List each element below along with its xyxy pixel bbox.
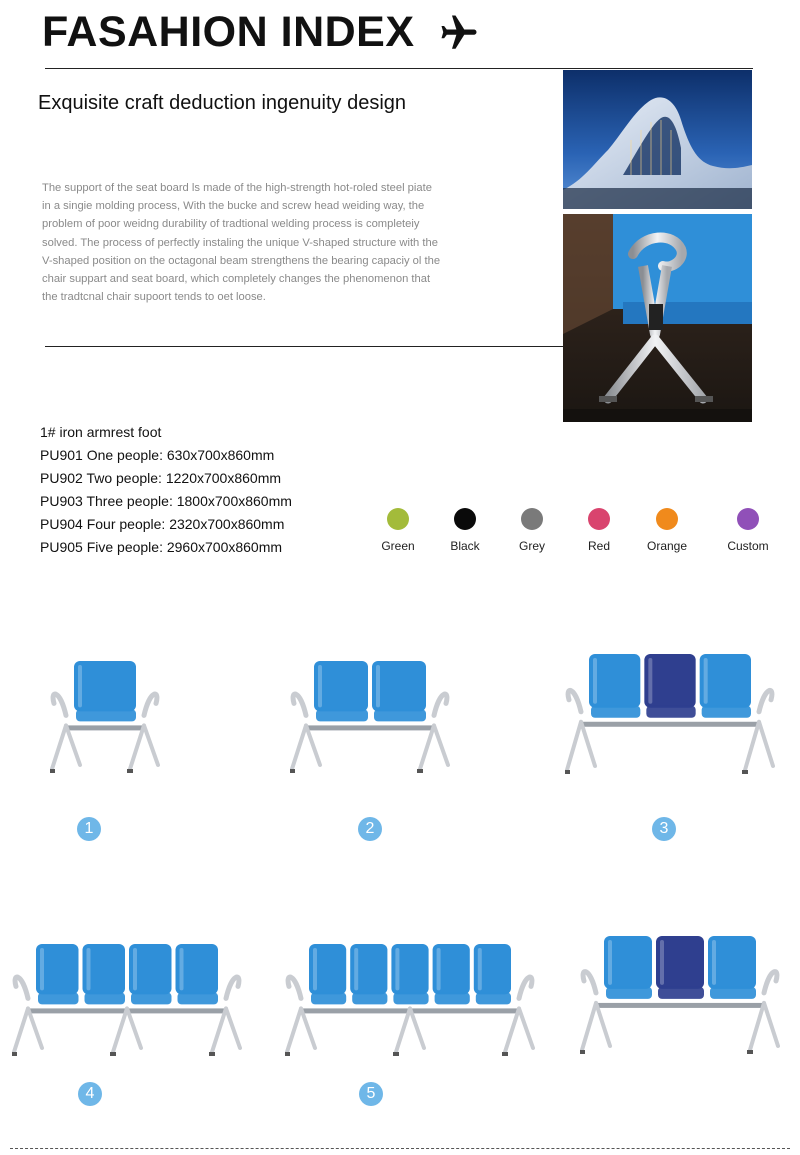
chair-foot: [393, 1052, 399, 1056]
chair-leg: [14, 1008, 42, 1052]
architecture-photo: [563, 70, 752, 209]
product-number-badge: 1: [77, 817, 101, 841]
chair-seat: [374, 709, 426, 721]
middle-divider: [45, 346, 563, 347]
chair-foot: [12, 1052, 17, 1056]
chair-foot: [50, 769, 55, 773]
chair-leg: [750, 1003, 778, 1050]
color-swatch-custom: [714, 508, 782, 555]
color-label: Green: [381, 539, 415, 553]
chair-armrest: [434, 694, 447, 715]
chair-leg: [52, 725, 80, 769]
chair-armrest: [53, 694, 66, 715]
spec-item-pu901: PU901 One people: 630x700x860mm: [40, 447, 275, 463]
chair-highlight: [180, 948, 184, 990]
chair-highlight: [704, 658, 708, 704]
product-chair-6: [580, 930, 780, 1056]
chair-armrest: [519, 977, 532, 998]
spec-list: [40, 421, 292, 559]
chair-seat: [316, 709, 368, 721]
chair-backrest: [314, 661, 368, 711]
color-dot: [656, 508, 678, 530]
chair-seat: [646, 706, 695, 718]
product-number-badge: 4: [78, 1082, 102, 1106]
color-swatch-orange: [633, 508, 701, 555]
chair-highlight: [593, 658, 597, 704]
chair-highlight: [648, 658, 652, 704]
chair-seat: [591, 706, 640, 718]
description-text: The support of the seat board ls made of the high-strength hot-roled steel piate in a singie molding process, With the bucke and screw head weiding way, the problem of poor weidng durability of tradtional welding process is completeiy solved. The process of perfectly instaling the unique V-shaped structure with the V-shaped position on the octagonal beam strengthens the bearing capaciy ol the chair suppart and seat board, which completely changes the phenomenon that the tradtcnal chair supoort tends to oet loose.: [42, 182, 441, 304]
color-dot: [521, 508, 543, 530]
product-number-badge: 3: [652, 817, 676, 841]
chair-foot: [747, 1050, 753, 1054]
color-dot: [387, 508, 409, 530]
spec-item-pu905: PU905 Five people: 2960x700x860mm: [40, 539, 283, 555]
chair-seat: [352, 992, 387, 1004]
chair-foot: [742, 770, 748, 774]
product-chair-3: [565, 648, 775, 776]
spec-item-pu902: PU902 Two people: 1220x700x860mm: [40, 470, 282, 486]
chair-leg: [292, 725, 320, 769]
chair-foot: [285, 1052, 290, 1056]
chair-armrest: [226, 977, 239, 998]
chair-armrest: [764, 972, 777, 993]
section-subtitle: Exquisite craft deduction ingenuity design: [38, 92, 407, 114]
color-label: Grey: [518, 539, 545, 553]
chair-highlight: [376, 665, 380, 707]
chair-seat: [178, 992, 219, 1004]
chair-leg: [745, 722, 773, 770]
chair-leg: [420, 725, 448, 769]
chair-seat: [393, 992, 428, 1004]
chair-leg: [505, 1008, 533, 1052]
chair-seat: [702, 706, 751, 718]
chair-highlight: [660, 940, 664, 985]
chair-foot: [110, 1052, 116, 1056]
chair-leg: [287, 1008, 315, 1052]
airplane-icon: [438, 12, 480, 54]
chair-leg: [396, 1008, 424, 1052]
chair-backrest: [74, 661, 136, 711]
chair-leg: [582, 1003, 610, 1050]
page-title: FASAHION INDEX: [42, 8, 415, 56]
color-label: Red: [587, 539, 610, 553]
spec-item-pu904: PU904 Four people: 2320x700x860mm: [40, 516, 285, 532]
chair-highlight: [437, 948, 441, 990]
chair-foot: [290, 769, 295, 773]
chair-highlight: [608, 940, 612, 985]
chair-foot: [565, 770, 570, 774]
color-label: Orange: [646, 539, 688, 553]
color-label: Custom: [727, 539, 769, 553]
chair-highlight: [318, 665, 322, 707]
chair-highlight: [354, 948, 358, 990]
chair-leg: [567, 722, 595, 770]
chair-armrest: [288, 977, 301, 998]
chair-foot: [580, 1050, 585, 1054]
chair-beam: [598, 1003, 762, 1008]
chair-seat: [606, 987, 652, 999]
chair-seat: [476, 992, 511, 1004]
color-swatch-grey: [498, 508, 566, 555]
chair-armrest: [144, 694, 157, 715]
chair-leg: [130, 725, 158, 769]
chair-highlight: [478, 948, 482, 990]
chair-armrest: [293, 694, 306, 715]
product-chair-4: [12, 938, 242, 1058]
chair-foot: [417, 769, 423, 773]
spec-item-heading: 1# iron armrest foot: [40, 424, 162, 440]
color-dot: [737, 508, 759, 530]
bottom-dashed-divider: [10, 1148, 790, 1149]
color-dot: [454, 508, 476, 530]
chair-seat: [658, 987, 704, 999]
armrest-frame-photo: [563, 214, 752, 422]
chair-beam: [583, 722, 757, 727]
chair-seat: [131, 992, 172, 1004]
color-swatch-black: [431, 508, 499, 555]
chair-seat: [710, 987, 756, 999]
top-divider: [45, 68, 753, 69]
chair-backrest: [372, 661, 426, 711]
chair-armrest: [583, 972, 596, 993]
chair-highlight: [313, 948, 317, 990]
color-label: Black: [450, 539, 480, 553]
chair-beam: [68, 725, 142, 730]
color-swatch-green: [364, 508, 432, 555]
color-swatches: [360, 508, 780, 558]
product-chair-5: [285, 938, 535, 1058]
product-number-badge: 2: [358, 817, 382, 841]
product-number-badge: 5: [359, 1082, 383, 1106]
chair-leg: [113, 1008, 141, 1052]
chair-highlight: [133, 948, 137, 990]
chair-highlight: [395, 948, 399, 990]
chair-seat: [76, 709, 136, 721]
chair-highlight: [712, 940, 716, 985]
chair-foot: [502, 1052, 508, 1056]
chair-seat: [85, 992, 126, 1004]
chair-seat: [311, 992, 346, 1004]
product-chair-1: [50, 655, 160, 775]
chair-seat: [38, 992, 79, 1004]
color-dot: [588, 508, 610, 530]
chair-armrest: [759, 690, 772, 711]
chair-beam: [308, 725, 432, 730]
spec-item-pu903: PU903 Three people: 1800x700x860mm: [40, 493, 292, 509]
product-chair-2: [290, 655, 450, 775]
chair-leg: [212, 1008, 240, 1052]
chair-armrest: [568, 690, 581, 711]
chair-highlight: [87, 948, 91, 990]
chair-highlight: [78, 665, 82, 707]
chair-highlight: [40, 948, 44, 990]
chair-seat: [435, 992, 470, 1004]
chair-foot: [209, 1052, 215, 1056]
color-swatch-red: [565, 508, 633, 555]
chair-armrest: [15, 977, 28, 998]
chair-foot: [127, 769, 133, 773]
